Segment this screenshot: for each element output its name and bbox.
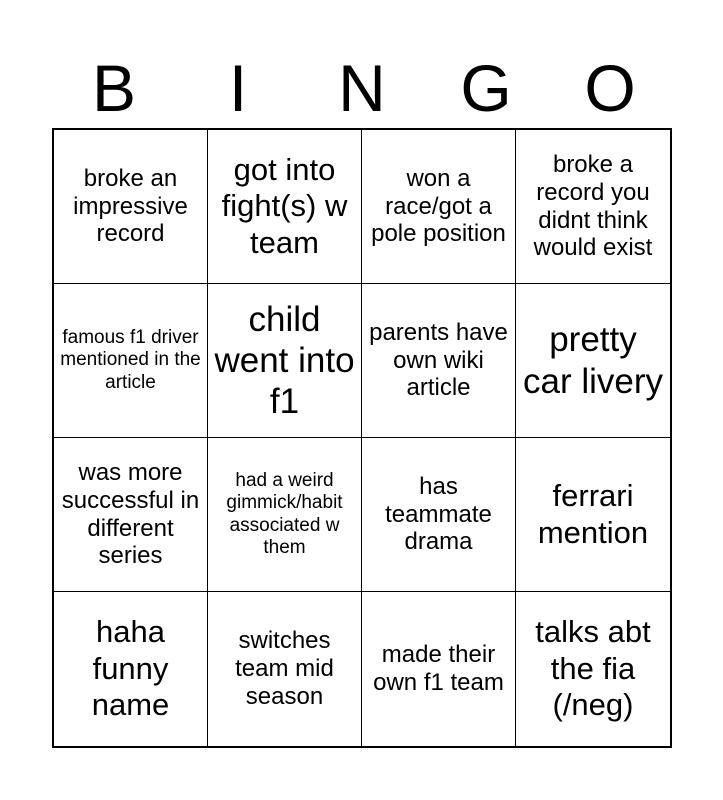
bingo-cell-text: broke a record you didnt think would exist	[533, 150, 653, 262]
bingo-cell-r4c1[interactable]	[54, 592, 208, 746]
bingo-cell-r4c4[interactable]	[516, 592, 670, 746]
bingo-cell-r1c1[interactable]	[54, 130, 208, 284]
bingo-cell-r3c3[interactable]	[362, 438, 516, 592]
bingo-cell-r3c1[interactable]	[54, 438, 208, 592]
header-letter-n: N	[338, 51, 386, 125]
bingo-cell-r2c1[interactable]	[54, 284, 208, 438]
bingo-cell-r2c3[interactable]	[362, 284, 516, 438]
bingo-cell-text: broke an impressive record	[73, 164, 188, 248]
bingo-cell-text: was more successful in different series	[61, 458, 200, 570]
bingo-cell-text: made their own f1 team	[373, 641, 504, 696]
bingo-cell-text: won a race/got a pole position	[371, 164, 506, 248]
bingo-cell-text: child went into f1	[214, 299, 355, 422]
bingo-cell-text: had a weird gimmick/habit associated w them	[226, 470, 343, 558]
bingo-cell-r3c4[interactable]	[516, 438, 670, 592]
bingo-cell-r1c4[interactable]	[516, 130, 670, 284]
bingo-cell-text: haha funny name	[91, 614, 170, 723]
bingo-cell-text: pretty car livery	[522, 320, 664, 401]
bingo-cell-text: switches team mid season	[235, 627, 334, 710]
header-letter-i: I	[228, 51, 248, 125]
header-letter-g: G	[460, 51, 512, 125]
bingo-cell-text: got into fight(s) w team	[221, 151, 348, 260]
bingo-cell-r2c4[interactable]	[516, 284, 670, 438]
bingo-cell-text: famous f1 driver mentioned in the article	[60, 327, 201, 393]
bingo-cell-r4c2[interactable]	[208, 592, 362, 746]
bingo-cell-r2c2[interactable]	[208, 284, 362, 438]
header-letter-b: B	[91, 51, 137, 125]
bingo-cell-r4c3[interactable]	[362, 592, 516, 746]
bingo-cell-text: has teammate drama	[385, 472, 492, 556]
bingo-cell-r3c2[interactable]	[208, 438, 362, 592]
bingo-cell-text: ferrari mention	[537, 477, 649, 550]
bingo-cell-text: talks abt the fia (/neg)	[535, 614, 651, 723]
bingo-header	[52, 50, 672, 126]
header-letter-o: O	[584, 51, 636, 125]
bingo-board	[52, 128, 672, 748]
bingo-cell-text: parents have own wiki article	[369, 318, 508, 402]
bingo-cell-r1c2[interactable]	[208, 130, 362, 284]
bingo-cell-r1c3[interactable]	[362, 130, 516, 284]
